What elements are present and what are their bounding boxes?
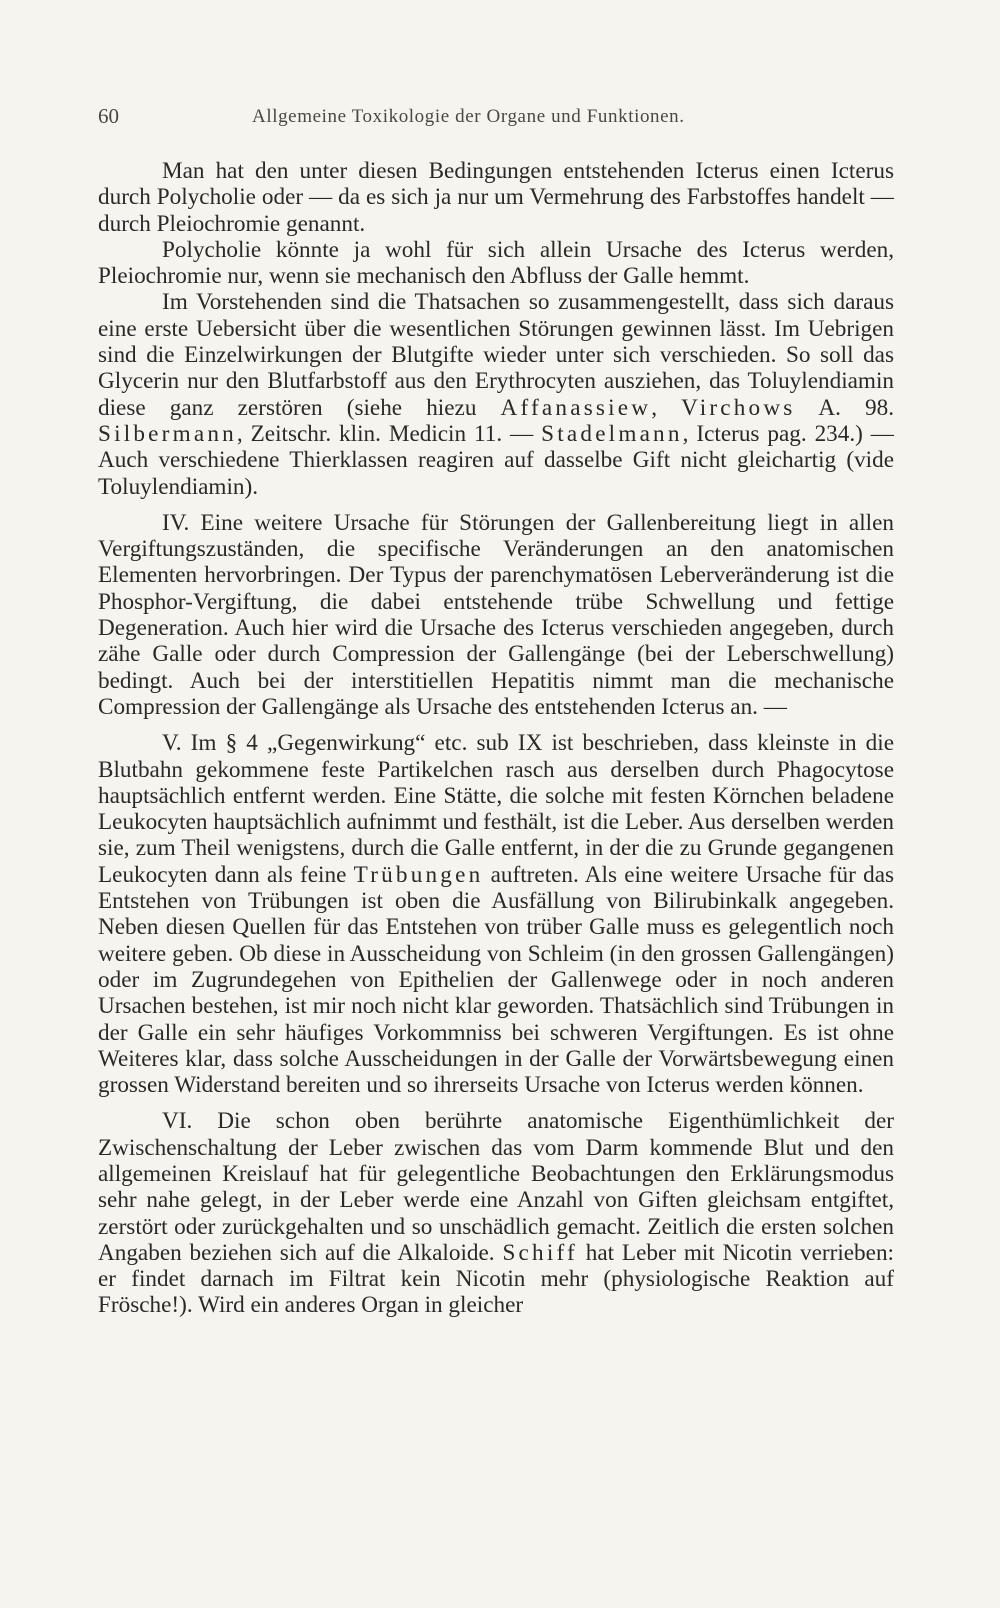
page-header (98, 104, 894, 134)
body-text (98, 158, 894, 1319)
author-stadelmann: Stadelmann (541, 420, 683, 447)
paragraph-section-vi: VI. Die schon oben berührte anatomische Eigenthümlichkeit der Zwischenschaltung der Leber zwischen das vom Darm kommende Blut und den allgemeinen Kreislauf hat für gelegentliche Beobachtungen den Erklärungsmodus sehr nahe gelegt, in der Leber werde eine Anzahl von Giften gleichsam entgiftet, zerstört oder zurückgehalten und so unschädlich gemacht. Zeitlich die ersten solchen Angaben beziehen sich auf die Alkaloide. Schiff hat Leber mit Nicotin verrieben: er findet darnach im Filtrat kein Nicotin mehr (physiologische Reaktion auf Frösche!). Wird ein anderes Organ in gleicher (98, 1108, 894, 1319)
running-title: Allgemeine Toxikologie der Organe und Funktionen. (252, 106, 685, 127)
paragraph-section-iv: IV. Eine weitere Ursache für Störungen der Gallenbereitung liegt in allen Vergiftungszuständen, die specifische Veränderungen an den anatomischen Elementen hervorbringen. Der Typus der parenchymatösen Leberveränderung ist die Phosphor-Vergiftung, die dabei entstehende trübe Schwellung und fettige Degeneration. Auch hier wird die Ursache des Icterus verschieden angegeben, durch zähe Galle oder durch Compression der Gallengänge (bei der Leberschwellung) bedingt. Auch bei der interstitiellen Hepatitis nimmt man die mechanische Compression der Gallengänge als Ursache des entstehenden Icterus an. — (98, 509, 894, 720)
author-schiff: Schiff (502, 1239, 578, 1266)
page-number: 60 (98, 104, 119, 128)
paragraph-section-v: V. Im § 4 „Gegenwirkung“ etc. sub IX ist beschrieben, dass kleinste in die Blutbahn gekommene feste Partikelchen rasch aus derselben durch Phagocytose hauptsächlich entfernt werden. Eine Stätte, die solche mit festen Körnchen beladene Leukocyten hauptsächlich aufnimmt und festhält, ist die Leber. Aus derselben werden sie, zum Theil wenigstens, durch die Galle entfernt, in der die zu Grunde gegangenen Leukocyten dann als feine Trübungen auftreten. Als eine weitere Ursache für das Entstehen von Trübungen ist oben die Ausfällung von Bilirubinkalk angegeben. Neben diesen Quellen für das Entstehen von trüber Galle muss es gelegentlich noch weitere geben. Ob diese in Ausscheidung von Schleim (in den grossen Gallengängen) oder im Zugrundegehen von Epithelien der Gallenwege oder in noch anderen Ursachen bestehen, ist mir noch nicht klar geworden. Thatsächlich sind Trübungen in der Galle ein sehr häufiges Vorkommniss bei schweren Vergiftungen. Es ist ohne Weiteres klar, dass solche Ausscheidungen in der Galle der Vorwärtsbewegung einen grossen Widerstand bereiten und so ihrerseits Ursache von Icterus werden können. (98, 730, 895, 1099)
author-virchow: Virchows (681, 394, 796, 421)
author-affanassiew: Affanassiew (500, 394, 652, 421)
paragraph-blood-poisons: Im Vorstehenden sind die Thatsachen so zusammengestellt, dass sich daraus eine erste Uebersicht über die wesentlichen Störungen gewinnen lässt. Im Uebrigen sind die Einzelwirkungen der Blutgifte wieder unter sich verschieden. So soll das Glycerin nur den Blutfarbstoff aus den Erythrocyten ausziehen, das Toluylendiamin diese ganz zerstören (siehe hiezu Affanassiew, Virchows A. 98. Silbermann, Zeitschr. klin. Medicin 11. — Stadelmann, Icterus pag. 234.) — Auch verschiedene Thierklassen reagiren auf dasselbe Gift nicht gleichartig (vide Toluylendiamin). (98, 289, 895, 500)
paragraph-polycholie-cause: Polycholie könnte ja wohl für sich allein Ursache des Icterus werden, Pleiochromie nur, wenn sie mechanisch den Abfluss der Galle hemmt. (98, 236, 894, 290)
author-silbermann: Silbermann (98, 420, 237, 447)
paragraph-polycholie-definition: Man hat den unter diesen Bedingungen entstehenden Icterus einen Icterus durch Polycholie oder — da es sich ja nur um Vermehrung des Farbstoffes handelt — durch Pleiochromie genannt. (98, 158, 894, 237)
term-truebungen: Trübungen (353, 861, 484, 888)
